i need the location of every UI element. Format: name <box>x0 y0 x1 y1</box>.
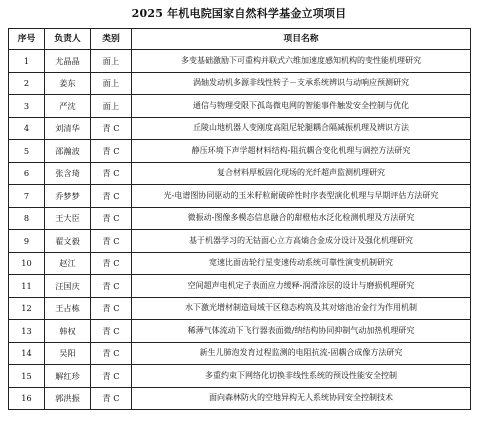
row-category: 青 C <box>91 117 132 140</box>
row-leader: 严沈 <box>45 95 91 118</box>
row-leader: 乔梦梦 <box>45 185 91 208</box>
row-leader: 王大臣 <box>45 207 91 230</box>
row-leader: 邵瀚波 <box>45 140 91 163</box>
table-row <box>9 117 471 140</box>
row-project-name: 静压环境下声学超材料结构-阻抗耦合变化机理与调控方法研究 <box>132 140 471 163</box>
row-leader: 刘清华 <box>45 117 91 140</box>
row-project-name: 通信与物理受限下孤岛微电网的智能事件触发安全控制与优化 <box>132 95 471 118</box>
row-category: 面上 <box>91 95 132 118</box>
row-project-name: 宽速比面齿轮行星变速传动系统可靠性演变机制研究 <box>132 252 471 275</box>
row-index: 6 <box>9 162 45 185</box>
table-row <box>9 342 471 365</box>
row-leader: 吴阳 <box>45 342 91 365</box>
row-project-name: 多变基础激励下可重构并联式六维加速度感知机构的变性能机理研究 <box>132 50 471 73</box>
row-index: 14 <box>9 342 45 365</box>
row-category: 青 C <box>91 297 132 320</box>
row-project-name: 涡轴发动机多源非线性转子－支承系统辨识与动响应预测研究 <box>132 72 471 95</box>
table-row <box>9 50 471 73</box>
row-category: 青 C <box>91 252 132 275</box>
row-leader: 解红珍 <box>45 365 91 388</box>
row-index: 3 <box>9 95 45 118</box>
table-row <box>9 387 471 410</box>
table-row <box>9 275 471 298</box>
row-project-name: 光-电谱图协同驱动的玉米籽粒耐破碎性时序表型演化机理与早期评估方法研究 <box>132 185 471 208</box>
row-leader: 尤晶晶 <box>45 50 91 73</box>
row-category: 青 C <box>91 387 132 410</box>
table-row <box>9 365 471 388</box>
row-category: 青 C <box>91 185 132 208</box>
table-row <box>9 297 471 320</box>
row-index: 2 <box>9 72 45 95</box>
table-row <box>9 185 471 208</box>
table-row <box>9 162 471 185</box>
document-title: 2025 年机电院国家自然科学基金立项项目 <box>131 7 347 20</box>
table-row <box>9 230 471 253</box>
row-category: 面上 <box>91 50 132 73</box>
table-row <box>9 252 471 275</box>
row-project-name: 复合材料厚板固化现场的光纤超声监测机理研究 <box>132 162 471 185</box>
row-category: 青 C <box>91 230 132 253</box>
row-index: 4 <box>9 117 45 140</box>
table-body <box>9 50 471 410</box>
header-category: 类别 <box>91 29 132 50</box>
header-leader: 负责人 <box>45 29 91 50</box>
row-index: 8 <box>9 207 45 230</box>
row-category: 青 C <box>91 207 132 230</box>
row-index: 9 <box>9 230 45 253</box>
row-index: 1 <box>9 50 45 73</box>
row-category: 青 C <box>91 275 132 298</box>
table-row <box>9 140 471 163</box>
row-leader: 王占栋 <box>45 297 91 320</box>
row-category: 青 C <box>91 140 132 163</box>
row-category: 青 C <box>91 365 132 388</box>
row-leader: 翟文毅 <box>45 230 91 253</box>
header-project-name: 项目名称 <box>132 29 471 50</box>
row-category: 青 C <box>91 342 132 365</box>
row-index: 12 <box>9 297 45 320</box>
row-leader: 韩权 <box>45 320 91 343</box>
row-project-name: 新生儿肺泡发育过程监测的电阻抗流-固耦合成像方法研究 <box>132 342 471 365</box>
row-index: 7 <box>9 185 45 208</box>
row-leader: 姜东 <box>45 72 91 95</box>
row-index: 11 <box>9 275 45 298</box>
table-header-row <box>9 29 471 50</box>
row-category: 青 C <box>91 162 132 185</box>
row-project-name: 空间超声电机定子表面应力缓释-润滑涂层的设计与磨损机理研究 <box>132 275 471 298</box>
row-index: 13 <box>9 320 45 343</box>
row-project-name: 水下激光增材制造局域干区稳态构筑及其对熔池冶金行为作用机制 <box>132 297 471 320</box>
table-row <box>9 207 471 230</box>
row-leader: 赵江 <box>45 252 91 275</box>
project-table <box>8 28 471 410</box>
row-leader: 张含琦 <box>45 162 91 185</box>
row-project-name: 基于机器学习的无钴面心立方高熵合金成分设计及强化机理研究 <box>132 230 471 253</box>
row-category: 面上 <box>91 72 132 95</box>
row-project-name: 丘陵山地机器人变刚度高阻尼轮腿耦合隔减振机理及辨识方法 <box>132 117 471 140</box>
row-index: 5 <box>9 140 45 163</box>
row-index: 16 <box>9 387 45 410</box>
row-index: 10 <box>9 252 45 275</box>
row-leader: 汪国庆 <box>45 275 91 298</box>
table-row <box>9 95 471 118</box>
row-index: 15 <box>9 365 45 388</box>
row-project-name: 稀薄气体流动下飞行器表面微/纳结构协同抑制气动加热机理研究 <box>132 320 471 343</box>
row-project-name: 多重约束下网络化切换非线性系统的预设性能安全控制 <box>132 365 471 388</box>
row-project-name: 面向森林防火的空地异构无人系统协同安全控制技术 <box>132 387 471 410</box>
header-index: 序号 <box>9 29 45 50</box>
row-leader: 郭洪振 <box>45 387 91 410</box>
row-category: 青 C <box>91 320 132 343</box>
row-project-name: 微振动-图像多模态信息融合的甜橙枯水泛化检测机理及方法研究 <box>132 207 471 230</box>
table-row <box>9 320 471 343</box>
table-row <box>9 72 471 95</box>
